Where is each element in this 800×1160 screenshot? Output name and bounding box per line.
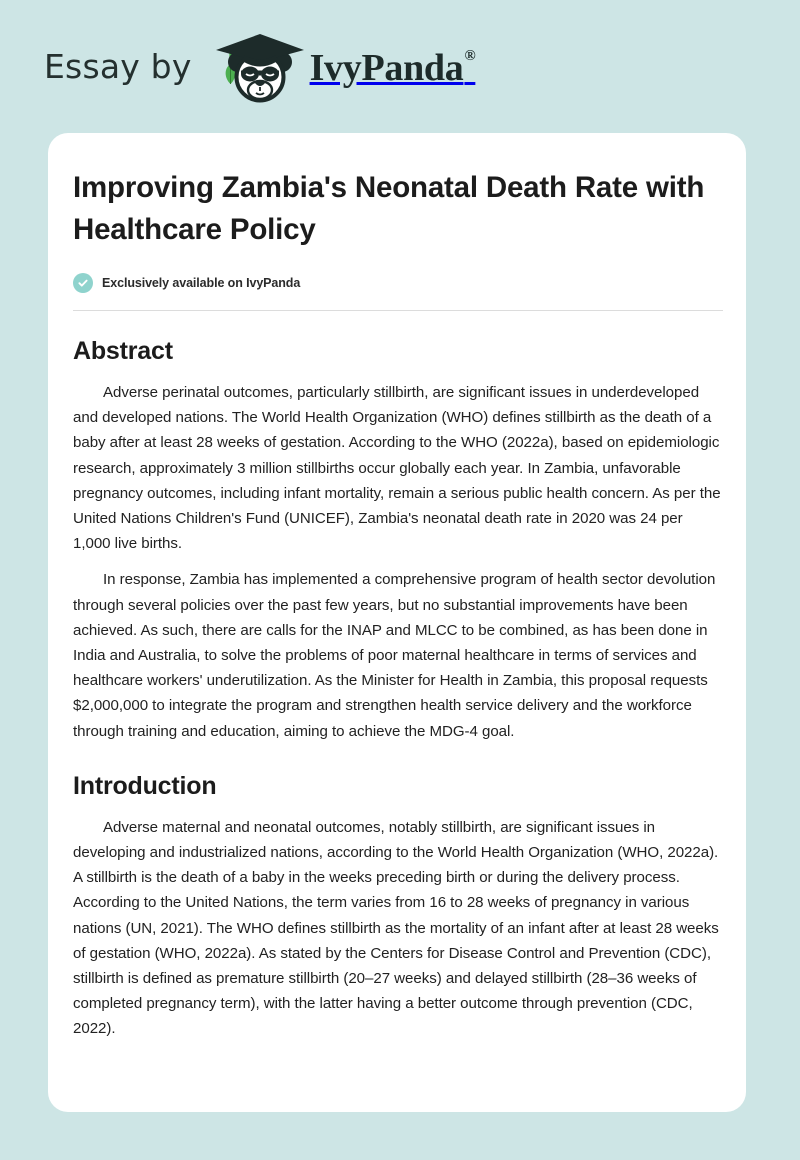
introduction-paragraph-1: Adverse maternal and neonatal outcomes, notably stillbirth, are significant issues in developing and industrialized nations, according to the World Health Organization (WHO, 2022a). A stillbirth is the death of a baby in the weeks preceding birth or during the delivery process. According to the United Nations, the term varies from 16 to 28 weeks of pregnancy in various nations (UN, 2021). The WHO defines stillbirth as the mortality of an infant after at least 28 weeks of gestation (WHO, 2022a). As stated by the Centers for Disease Control and Prevention (CDC), stillbirth is defined as premature stillbirth (20–27 weeks) and delayed stillbirth (28–36 weeks of completed pregnancy term), with the latter having a better outcome through prevention (CDC, 2022). — [73, 818, 719, 1038]
wordmark-text: IvyPanda — [309, 46, 464, 89]
exclusive-availability-badge — [73, 273, 721, 293]
brand-header — [0, 0, 800, 133]
essay-paper-card — [48, 133, 746, 1112]
section-heading-introduction: Introduction — [73, 771, 217, 800]
ivypanda-logo-link[interactable] — [212, 32, 475, 104]
panda-graduate-logo-icon — [212, 32, 308, 104]
check-circle-icon — [73, 273, 93, 293]
essay-by-label: Essay by — [44, 47, 192, 86]
abstract-paragraph-1: Adverse perinatal outcomes, particularly stillbirth, are significant issues in underdeveloped and developed nations. The World Health Organization (WHO) defines stillbirth as the death of a baby after at least 28 weeks of gestation. According to the WHO (2022a), based on epidemiologic research, approximately 3 million stillbirths occur globally each year. In Zambia, unfavorable pregnancy outcomes, including infant mortality, remain a serious public health concern. As per the United Nations Children's Fund (UNICEF), Zambia's neonatal death rate in 2020 was 24 per 1,000 live births. — [73, 384, 721, 553]
section-heading-abstract: Abstract — [73, 337, 173, 365]
ivypanda-wordmark — [309, 46, 476, 89]
paper-content — [73, 133, 721, 1042]
abstract-paragraph-2: In response, Zambia has implemented a comprehensive program of health sector devolution through several policies over the past few years, but no substantial improvements have been achieved. As such, there are calls for the INAP and MLCC to be combined, as has been done in India and Australia, to solve the problems of poor maternal healthcare in terms of services and healthcare workers' underutilization. As the Minister for Health in Zambia, this proposal requests $2,000,000 to integrate the program and strengthen health service delivery and the workforce through training and education, aiming to achieve the MDG-4 goal. — [73, 571, 716, 740]
registered-trademark-symbol: ® — [464, 47, 476, 64]
status-badge: Exclusively available on IvyPanda — [102, 276, 301, 290]
page-title: Improving Zambia's Neonatal Death Rate with Healthcare Policy — [73, 171, 705, 246]
